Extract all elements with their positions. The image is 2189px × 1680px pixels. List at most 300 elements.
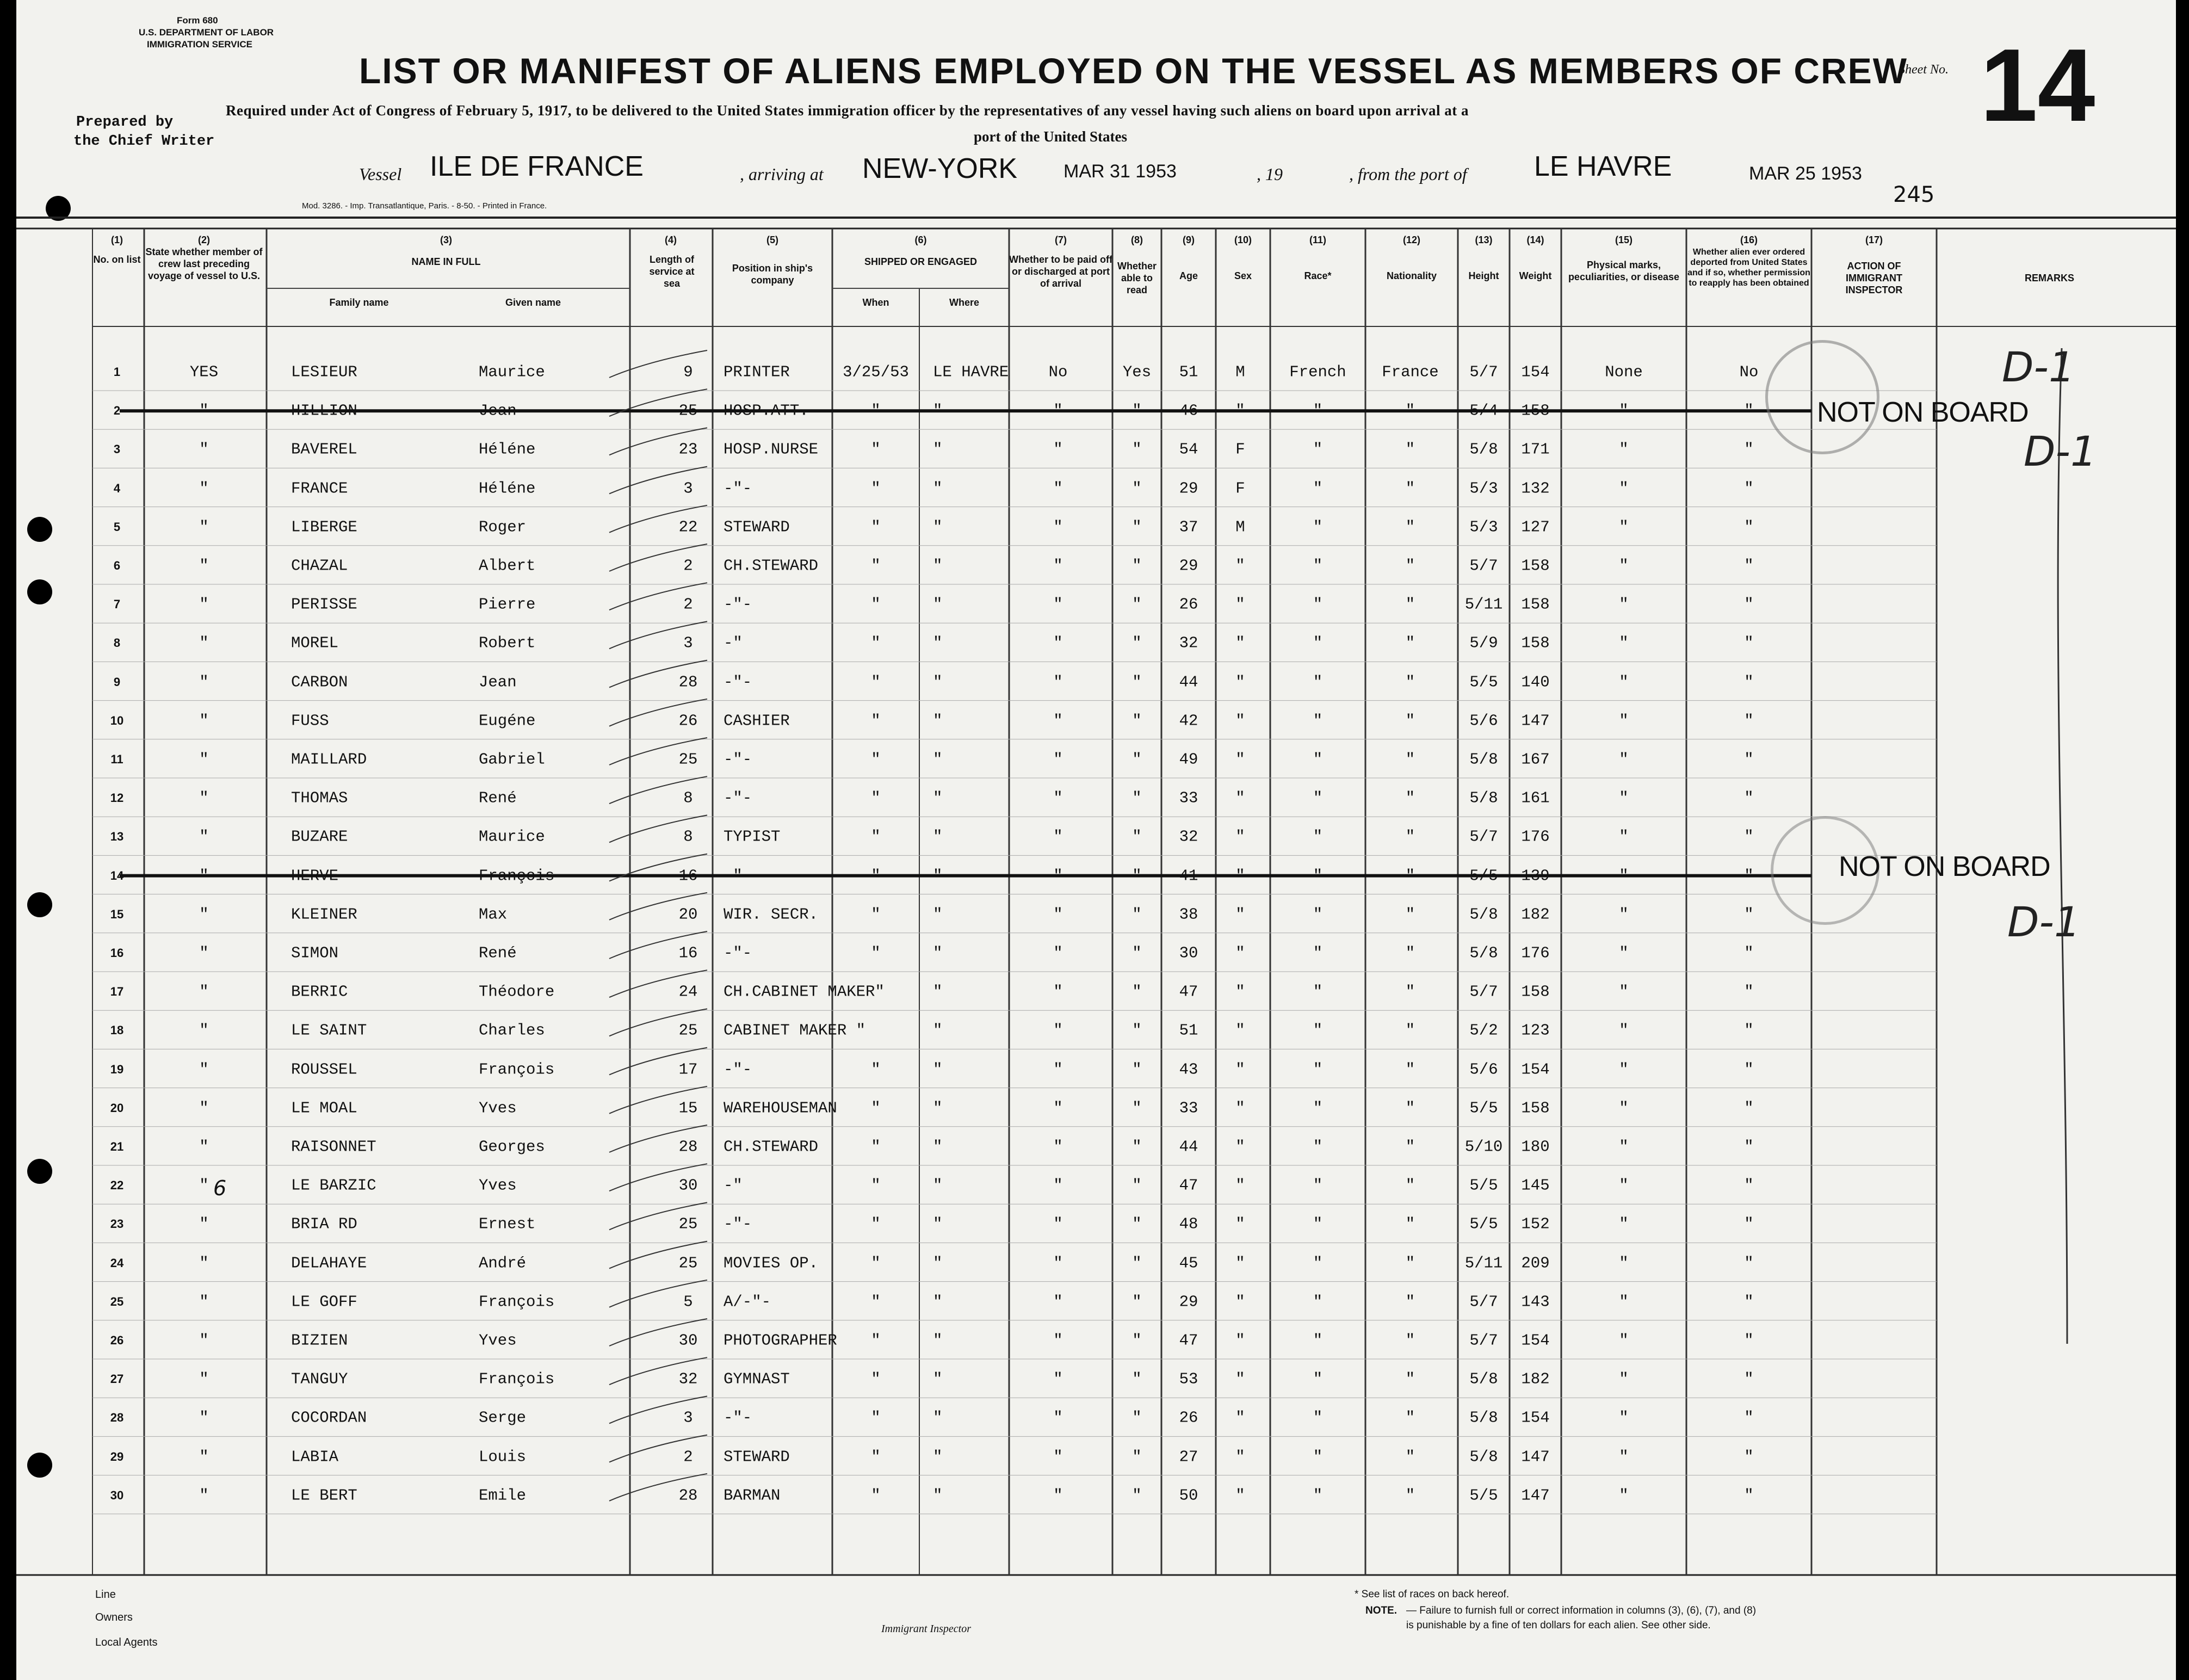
age: 30 [1179,944,1198,962]
given-name: Héléne [479,440,536,459]
row-number: 14 [110,868,124,882]
sex: " [1235,827,1245,846]
able-to-read: " [1132,1409,1142,1427]
col-4-num: (4) [665,234,677,245]
shipped-when: " [871,673,881,691]
member-previous-voyage: " [199,827,209,846]
able-to-read: " [1132,983,1142,1001]
printer-note: Mod. 3286. - Imp. Transatlantique, Paris. - 8-50. - Printed in France. [302,201,547,211]
age: 41 [1179,867,1198,885]
family-name: LE BERT [291,1486,357,1505]
family-name: DELAHAYE [291,1254,367,1273]
shipped-when: " [871,1138,881,1156]
weight: 139 [1521,867,1550,885]
row-number: 15 [110,907,124,921]
length-of-service: 23 [678,440,698,459]
position: BARMAN [724,1486,781,1505]
col-2-num: (2) [198,234,210,245]
sex: " [1235,1293,1245,1311]
col-7-num: (7) [1055,234,1067,245]
col-5-label: Position in ship's company [732,263,813,286]
position: -"- [724,479,752,498]
nationality: France [1382,363,1439,381]
given-name: Louis [479,1448,527,1466]
nationality: " [1405,750,1415,769]
height: 5/5 [1469,1099,1498,1117]
paid-off: " [1053,1254,1063,1273]
given-name: Emile [479,1486,527,1505]
sex: " [1235,673,1245,691]
race: " [1313,1293,1323,1311]
age: 44 [1179,673,1198,691]
family-name: LIBERGE [291,518,357,536]
shipped-where: " [933,1486,943,1505]
shipped-where: " [933,557,943,575]
col-17-num: (17) [1865,234,1883,245]
position: CH.STEWARD [724,1138,819,1156]
family-name: CARBON [291,673,348,691]
length-of-service: 2 [683,1448,693,1466]
position: PRINTER [724,363,790,381]
shipped-where: " [933,673,943,691]
shipped-where: " [933,789,943,807]
height: 5/8 [1469,905,1498,924]
given-name: André [479,1254,527,1273]
paid-off: " [1053,983,1063,1001]
length-of-service: 2 [683,595,693,614]
given-name: Serge [479,1409,527,1427]
member-previous-voyage: " [199,944,209,962]
col-10-num: (10) [1234,234,1252,245]
paid-off: " [1053,595,1063,614]
sex: " [1235,1254,1245,1273]
age: 45 [1179,1254,1198,1273]
nationality: " [1405,1409,1415,1427]
age: 43 [1179,1060,1198,1079]
family-name: MOREL [291,634,339,652]
row-number: 22 [110,1178,124,1193]
age: 29 [1179,479,1198,498]
col-15-num: (15) [1615,234,1633,245]
shipped-when: " [871,1254,881,1273]
age: 37 [1179,518,1198,536]
length-of-service: 25 [678,1021,698,1040]
deported: " [1744,634,1754,652]
given-name: Théodore [479,983,555,1001]
sex: " [1235,905,1245,924]
height: 5/8 [1469,1409,1498,1427]
nationality: " [1405,944,1415,962]
row-number: 10 [110,713,124,727]
member-previous-voyage: " [199,1254,209,1273]
shipped-when: " [871,905,881,924]
sex: " [1235,557,1245,575]
row-number: 3 [113,442,121,456]
vessel-name: ILE DE FRANCE [430,151,644,182]
height: 5/7 [1469,557,1498,575]
shipped-where: " [933,634,943,652]
physical-marks: " [1619,634,1629,652]
member-previous-voyage: " [199,673,209,691]
remark-d1: D-1 [2007,898,2081,946]
paid-off: " [1053,634,1063,652]
nationality: " [1405,1331,1415,1350]
physical-marks: " [1619,595,1629,614]
nationality: " [1405,479,1415,498]
physical-marks: " [1619,1370,1629,1388]
paid-off: " [1053,1370,1063,1388]
given-name: René [479,944,517,962]
height: 5/8 [1469,1448,1498,1466]
able-to-read: " [1132,1254,1142,1273]
length-of-service: 25 [678,1215,698,1233]
race: " [1313,1176,1323,1195]
row-number: 20 [110,1101,124,1115]
height: 5/6 [1469,1060,1498,1079]
paid-off: " [1053,1060,1063,1079]
member-previous-voyage: " [199,402,209,420]
height: 5/5 [1469,1486,1498,1505]
col-11-label: Race* [1304,270,1332,281]
member-previous-voyage: " [199,867,209,885]
weight: 143 [1521,1293,1550,1311]
family-name: FUSS [291,712,329,730]
physical-marks: " [1619,1448,1629,1466]
deported: " [1744,1254,1754,1273]
nationality: " [1405,789,1415,807]
weight: 147 [1521,1448,1550,1466]
sex: " [1235,1021,1245,1040]
paid-off: " [1053,1409,1063,1427]
deported: " [1744,595,1754,614]
physical-marks: " [1619,1215,1629,1233]
nationality: " [1405,1099,1415,1117]
prepared-by-2: the Chief Writer [73,133,215,150]
deported: " [1744,1176,1754,1195]
weight: 154 [1521,1409,1550,1427]
member-previous-voyage: " [199,1370,209,1388]
col-3-num: (3) [440,234,452,245]
weight: 176 [1521,944,1550,962]
shipped-where: " [933,712,943,730]
from-label: , from the port of [1349,164,1467,184]
family-name: FRANCE [291,479,348,498]
length-of-service: 30 [678,1176,698,1195]
family-name: BUZARE [291,827,348,846]
length-of-service: 24 [678,983,698,1001]
sheet-number: 14 [1980,28,2095,143]
family-name: LE GOFF [291,1293,357,1311]
race: " [1313,1254,1323,1273]
position: GYMNAST [724,1370,790,1388]
row-number: 29 [110,1449,124,1463]
age: 49 [1179,750,1198,769]
length-of-service: 28 [678,1138,698,1156]
sex: " [1235,789,1245,807]
weight: 147 [1521,712,1550,730]
position: -" [724,1176,743,1195]
age: 47 [1179,1331,1198,1350]
row-number: 2 [113,404,121,418]
shipped-when: " [871,712,881,730]
nationality: " [1405,1215,1415,1233]
position: WAREHOUSEMAN [724,1099,837,1117]
sex: " [1235,595,1245,614]
height: 5/7 [1469,983,1498,1001]
race: " [1313,1099,1323,1117]
physical-marks: " [1619,1021,1629,1040]
row-number: 27 [110,1372,124,1386]
given-name: Charles [479,1021,545,1040]
paid-off: " [1053,827,1063,846]
shipped-where: " [933,1021,943,1040]
shipped-where: " [933,402,943,420]
member-previous-voyage: " [199,905,209,924]
length-of-service: 17 [678,1060,698,1079]
shipped-where: " [933,827,943,846]
able-to-read: " [1132,595,1142,614]
family-name: LE SAINT [291,1021,367,1040]
position: CASHIER [724,712,790,730]
row-number: 24 [110,1256,124,1270]
race: " [1313,750,1323,769]
length-of-service: 25 [678,1254,698,1273]
shipped-where: " [933,867,943,885]
able-to-read: " [1132,789,1142,807]
agency-line-1: U.S. DEPARTMENT OF LABOR [139,27,274,38]
length-of-service: 20 [678,905,698,924]
paid-off: " [1053,712,1063,730]
deported: " [1744,1215,1754,1233]
deported: " [1744,712,1754,730]
shipped-where: " [933,1448,943,1466]
row-number: 4 [113,481,121,495]
paid-off: " [1053,440,1063,459]
age: 42 [1179,712,1198,730]
given-name: Roger [479,518,527,536]
form-number: Form 680 [177,15,218,26]
weight: 158 [1521,634,1550,652]
able-to-read: " [1132,1099,1142,1117]
deported: " [1744,827,1754,846]
family-name: RAISONNET [291,1138,376,1156]
footer-line-label: Line [95,1589,116,1601]
able-to-read: Yes [1122,363,1152,381]
age: 46 [1179,402,1198,420]
family-name: MAILLARD [291,750,367,769]
member-previous-voyage: " [199,595,209,614]
sex: M [1235,363,1245,381]
arrival-port: NEW-YORK [862,153,1018,184]
position: CABINET MAKER " [724,1021,866,1040]
length-of-service: 8 [683,827,693,846]
arrival-date-stamp: MAR 31 1953 [1063,161,1177,182]
shipped-when: " [871,750,881,769]
race: " [1313,712,1323,730]
sex: " [1235,1138,1245,1156]
weight: 154 [1521,1060,1550,1079]
sex: " [1235,983,1245,1001]
paid-off: " [1053,402,1063,420]
col-17-label: ACTION OF IMMIGRANT INSPECTOR [1845,261,1903,295]
physical-marks: " [1619,750,1629,769]
not-on-board-stamp: NOT ON BOARD [1839,851,2050,882]
paid-off: " [1053,1215,1063,1233]
able-to-read: " [1132,905,1142,924]
given-name: Héléne [479,479,536,498]
length-of-service: 2 [683,557,693,575]
position: MOVIES OP. [724,1254,819,1273]
sex: " [1235,712,1245,730]
weight: 132 [1521,479,1550,498]
col-3-label: NAME IN FULL [411,256,481,267]
member-previous-voyage: " [199,1486,209,1505]
shipped-when: " [871,402,881,420]
member-previous-voyage: " [199,634,209,652]
shipped-when: " [871,595,881,614]
physical-marks: " [1619,1254,1629,1273]
family-name: PERISSE [291,595,357,614]
member-previous-voyage: YES [189,363,219,381]
deported: " [1744,1370,1754,1388]
sex: " [1235,634,1245,652]
row-number: 7 [113,597,121,612]
footer-inspector-label: Immigrant Inspector [881,1623,971,1635]
length-of-service: 9 [683,363,693,381]
col-13-label: Height [1468,270,1499,281]
deported: No [1739,363,1759,381]
nationality: " [1405,440,1415,459]
given-name: Jean [479,673,517,691]
col-10-label: Sex [1234,270,1252,281]
paid-off: " [1053,789,1063,807]
position: TYPIST [724,827,781,846]
physical-marks: " [1619,1138,1629,1156]
col-16-label: Whether alien ever ordered deported from United States and if so, whether permission to reapply has been obtained [1687,248,1810,288]
family-name: CHAZAL [291,557,348,575]
paid-off: " [1053,673,1063,691]
age: 32 [1179,827,1198,846]
race: " [1313,557,1323,575]
nationality: " [1405,673,1415,691]
row-number: 17 [110,985,124,999]
member-previous-voyage: " [199,1060,209,1079]
height: 5/2 [1469,1021,1498,1040]
position: HOSP.ATT. [724,402,809,420]
race: " [1313,1215,1323,1233]
age: 27 [1179,1448,1198,1466]
family-name: LE MOAL [291,1099,357,1117]
shipped-where: " [933,518,943,536]
member-previous-voyage: " [199,1138,209,1156]
shipped-where: " [933,905,943,924]
length-of-service: 32 [678,1370,698,1388]
age: 33 [1179,1099,1198,1117]
age: 29 [1179,1293,1198,1311]
not-on-board-stamp: NOT ON BOARD [1817,397,2029,428]
weight: 123 [1521,1021,1550,1040]
able-to-read: " [1132,1486,1142,1505]
remark-d1: D-1 [2002,343,2075,391]
race: " [1313,905,1323,924]
family-name: BRIA RD [291,1215,357,1233]
given-name: Ernest [479,1215,536,1233]
family-name: BERRIC [291,983,348,1001]
given-name: Yves [479,1331,517,1350]
physical-marks: " [1619,827,1629,846]
departure-date-stamp: MAR 25 1953 [1749,163,1862,184]
length-of-service: 5 [683,1293,693,1311]
nationality: " [1405,867,1415,885]
deported: " [1744,1448,1754,1466]
shipped-where: " [933,1254,943,1273]
remark-d1: D-1 [2024,427,2097,475]
row-number: 6 [113,559,121,572]
paid-off: " [1053,1176,1063,1195]
sex: " [1235,402,1245,420]
able-to-read: " [1132,1060,1142,1079]
weight: 209 [1521,1254,1550,1273]
paid-off: " [1053,867,1063,885]
able-to-read: " [1132,827,1142,846]
member-previous-voyage: " [199,1099,209,1117]
deported: " [1744,440,1754,459]
length-of-service: 16 [678,944,698,962]
deported: " [1744,1138,1754,1156]
weight: 152 [1521,1215,1550,1233]
row-number: 19 [110,1062,124,1076]
family-name: LESIEUR [291,363,357,381]
sex: " [1235,750,1245,769]
subtitle-line-1: Required under Act of Congress of February 5, 1917, to be delivered to the United States immigration officer by the representatives of any vessel having such aliens on board upon arrival at a [226,102,1469,119]
shipped-where: " [933,595,943,614]
family-name: COCORDAN [291,1409,367,1427]
given-name: René [479,789,517,807]
position: PHOTOGRAPHER [724,1331,837,1350]
position: -"- [724,944,752,962]
deported: " [1744,750,1754,769]
deported: " [1744,944,1754,962]
sex: " [1235,1331,1245,1350]
paid-off: " [1053,1138,1063,1156]
shipped-when: " [871,1060,881,1079]
year-label: , 19 [1257,164,1283,184]
physical-marks: " [1619,402,1629,420]
position: -"- [724,1409,752,1427]
weight: 158 [1521,595,1550,614]
col-1-label: No. on list [93,254,141,265]
race: " [1313,634,1323,652]
remarks-pen-line [2058,348,2067,1344]
footer-note-label: NOTE. [1365,1605,1398,1616]
departure-port: LE HAVRE [1534,151,1672,182]
able-to-read: " [1132,1370,1142,1388]
race: " [1313,1409,1323,1427]
col-6-where: Where [949,297,979,308]
physical-marks: " [1619,1176,1629,1195]
sex: " [1235,867,1245,885]
deported: " [1744,905,1754,924]
weight: 158 [1521,983,1550,1001]
able-to-read: " [1132,1293,1142,1311]
physical-marks: " [1619,867,1629,885]
nationality: " [1405,1176,1415,1195]
family-name: SIMON [291,944,339,962]
able-to-read: " [1132,1176,1142,1195]
paid-off: " [1053,518,1063,536]
footer-owners-label: Owners [95,1611,133,1623]
physical-marks: " [1619,1099,1629,1117]
